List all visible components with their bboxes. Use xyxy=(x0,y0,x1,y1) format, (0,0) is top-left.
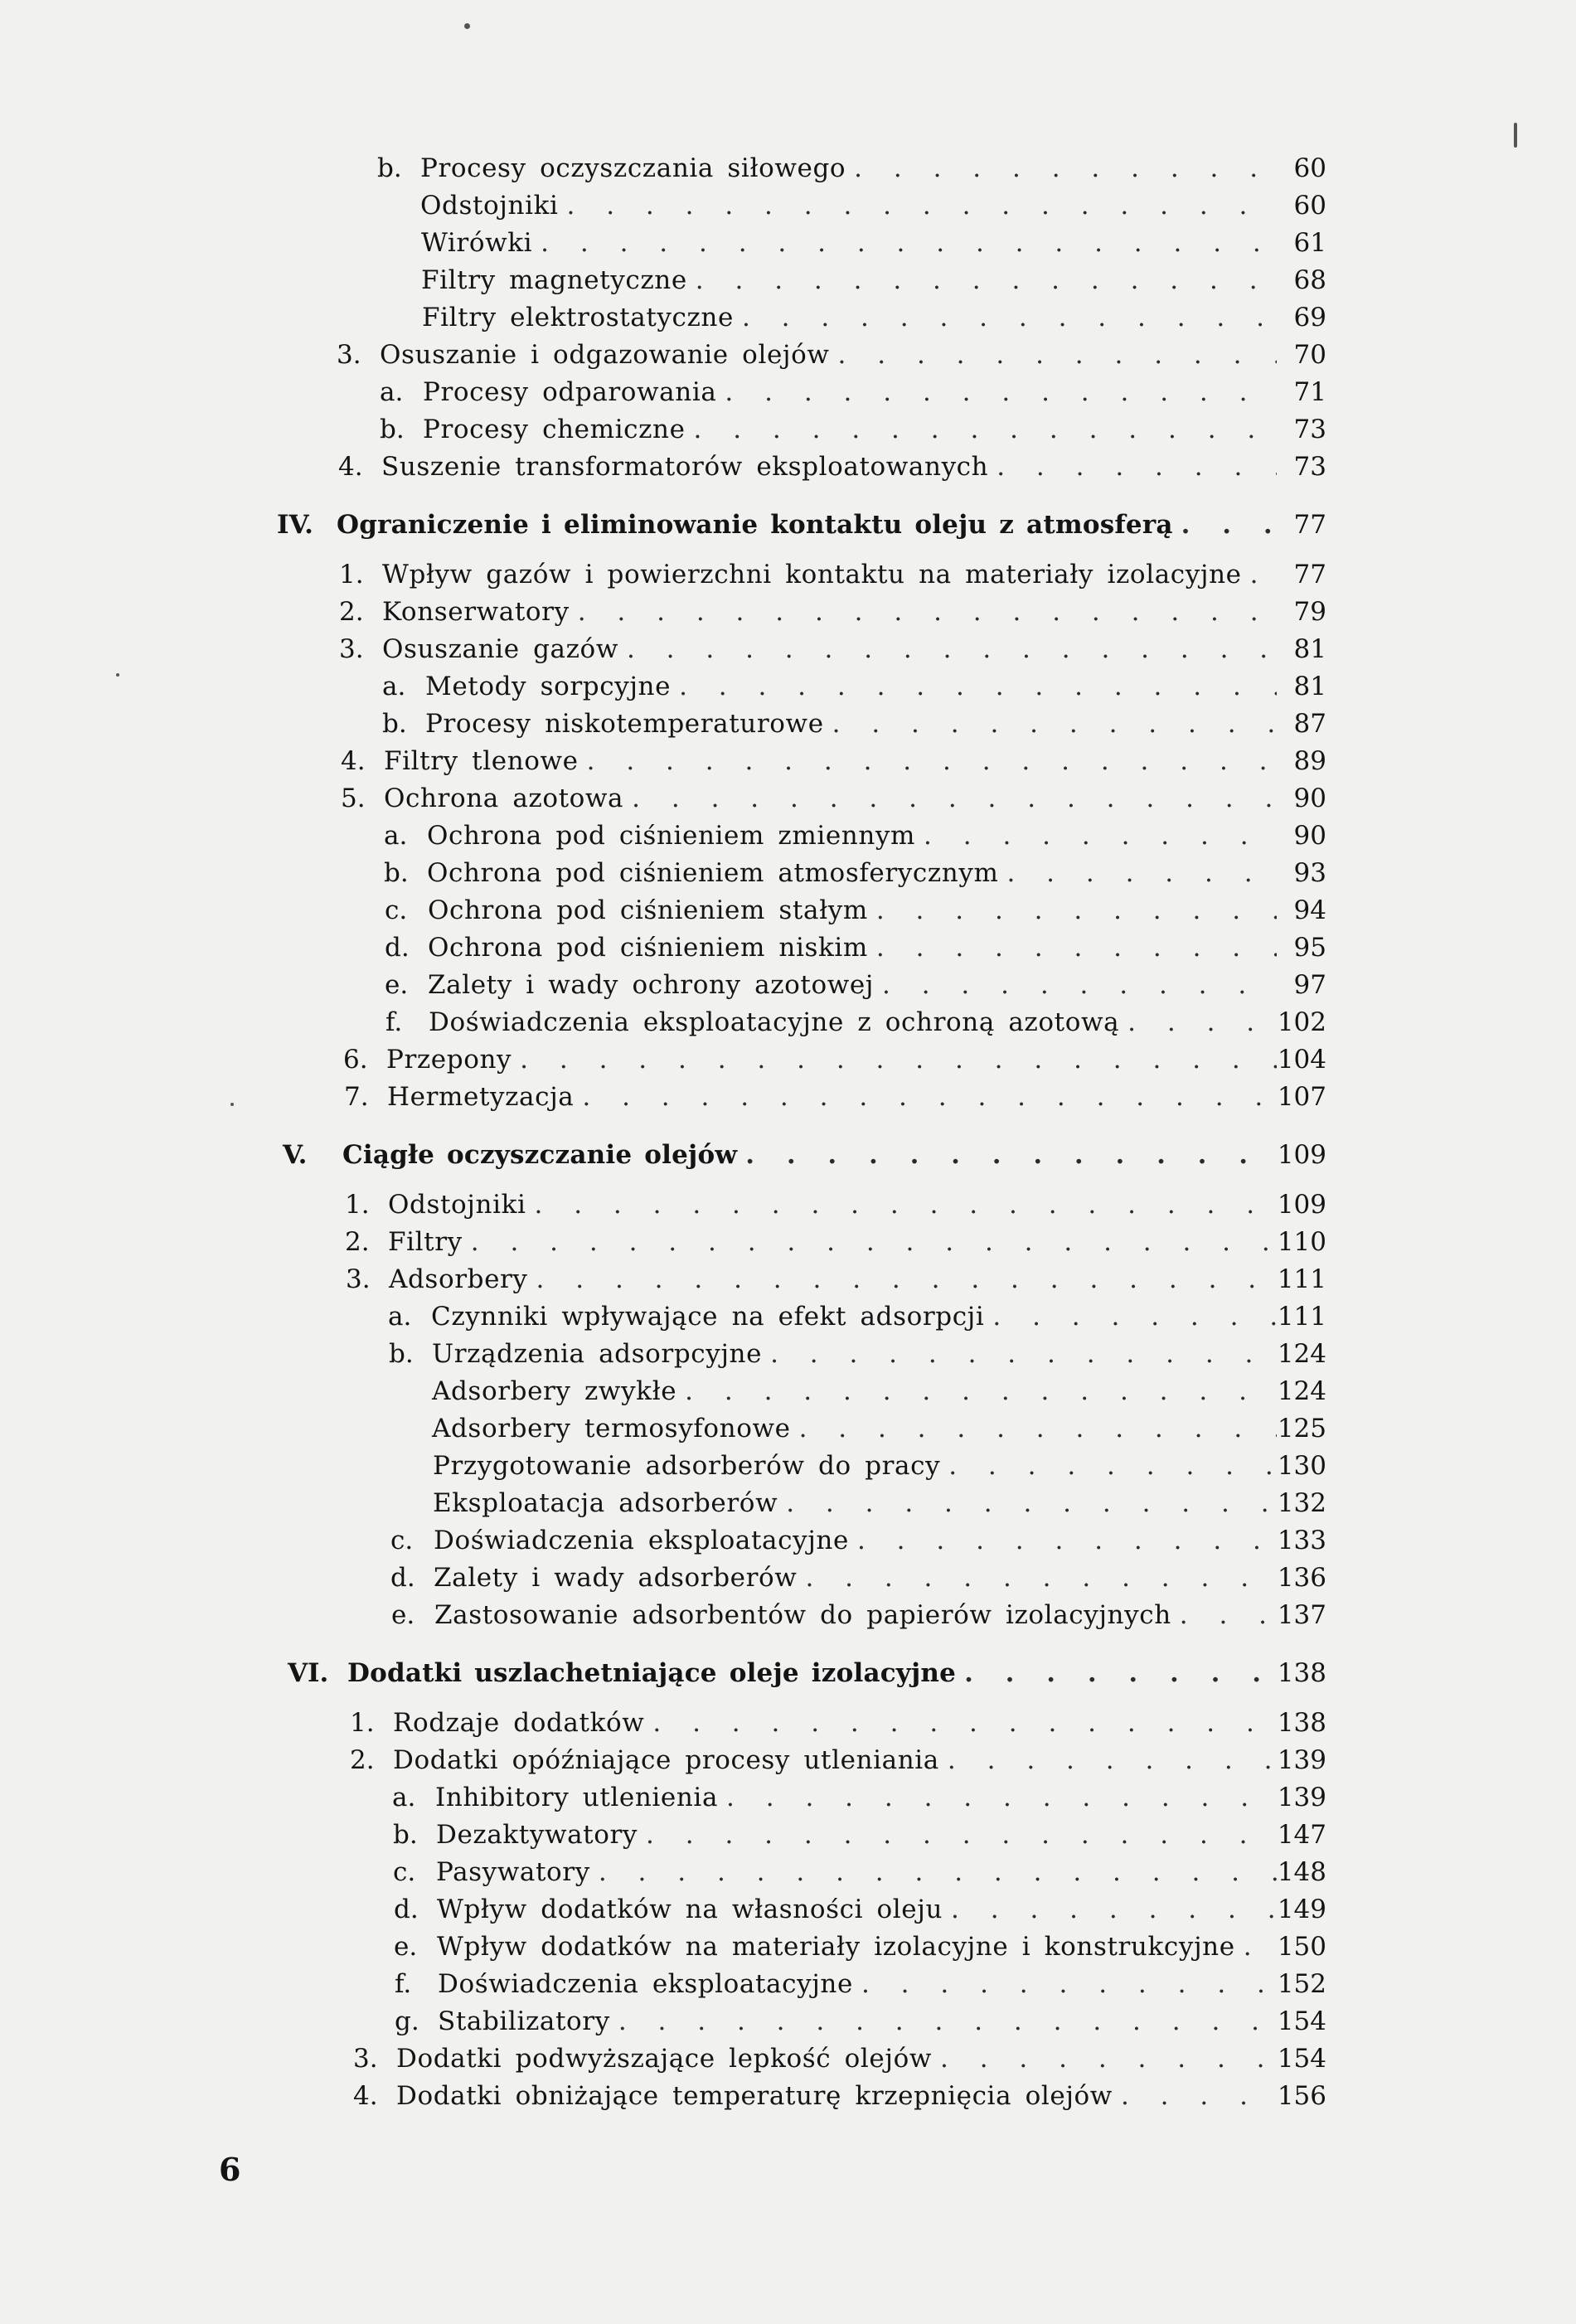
toc-chapter xyxy=(277,508,1326,541)
toc-entry xyxy=(386,1006,1326,1039)
toc-entry-number: b. xyxy=(389,1339,414,1369)
toc-entry-title: Adsorbery zwykłe xyxy=(432,1376,677,1406)
toc-entry xyxy=(343,1043,1326,1076)
toc-entry-page: 132 xyxy=(1277,1488,1326,1518)
toc-entry xyxy=(422,301,1326,334)
toc-entry-title: Przygotowanie adsorberów do pracy xyxy=(433,1451,941,1481)
toc-entry-number: 4. xyxy=(338,452,363,482)
toc-entry-title: Wirówki xyxy=(421,228,533,258)
toc-entry-title: Eksploatacja adsorberów xyxy=(433,1488,778,1518)
toc-entry-title: Odstojniki xyxy=(388,1190,526,1220)
toc-entry-title: Filtry xyxy=(388,1227,463,1257)
toc-entry-title: Dodatki opóźniające procesy utleniania xyxy=(393,1745,939,1775)
toc-entry-title: Suszenie transformatorów eksploatowanych xyxy=(381,452,989,482)
toc-entry-page: 125 xyxy=(1277,1414,1326,1443)
print-speck xyxy=(116,673,119,677)
dot-leader xyxy=(716,376,1277,409)
toc-entry-title: Dezaktywatory xyxy=(436,1820,638,1850)
toc-entry xyxy=(382,670,1326,703)
toc-entry xyxy=(339,595,1326,628)
toc-entry-number: 5. xyxy=(341,784,366,813)
toc-entry-number: 2. xyxy=(339,597,364,627)
toc-entry-title: Adsorbery xyxy=(389,1264,528,1294)
toc-entry-page: 124 xyxy=(1277,1376,1326,1406)
toc-entry xyxy=(390,1561,1326,1594)
toc-entry xyxy=(384,819,1326,852)
toc-entry-page: 104 xyxy=(1277,1045,1326,1075)
toc-entry xyxy=(380,376,1326,409)
toc-entry xyxy=(384,856,1326,890)
toc-entry-title: Stabilizatory xyxy=(438,2006,610,2036)
toc-entry-page: 138 xyxy=(1277,1708,1326,1738)
dot-leader xyxy=(734,301,1277,334)
toc-entry xyxy=(377,152,1326,185)
toc-entry-page: 154 xyxy=(1277,2044,1326,2074)
toc-entry-title: Zastosowanie adsorbentów do papierów izolacyjnych xyxy=(434,1600,1171,1630)
dot-leader xyxy=(988,450,1277,483)
dot-leader xyxy=(824,707,1277,740)
toc-entry-number: 4. xyxy=(353,2081,378,2111)
toc-entry-page: 111 xyxy=(1277,1264,1326,1294)
dot-leader xyxy=(943,1893,1277,1926)
toc-entry-title: Procesy niskotemperaturowe xyxy=(425,709,824,739)
toc-entry-title: Filtry magnetyczne xyxy=(421,265,687,295)
toc-entry-number: 3. xyxy=(346,1264,371,1294)
toc-entry-page: 71 xyxy=(1293,377,1326,407)
toc-entry-number: e. xyxy=(394,1932,418,1962)
toc-entry-page: 139 xyxy=(1277,1783,1326,1812)
toc-entry xyxy=(341,782,1326,815)
toc-entry-title: Procesy oczyszczania siłowego xyxy=(420,153,846,183)
toc-entry-title: Zalety i wady adsorberów xyxy=(434,1563,798,1593)
toc-entry-page: 102 xyxy=(1277,1007,1326,1037)
toc-entry-title: Doświadczenia eksploatacyjne xyxy=(438,1969,853,1999)
toc-entry xyxy=(338,450,1326,483)
toc-entry-number: 1. xyxy=(345,1190,370,1220)
dot-leader xyxy=(570,595,1277,628)
toc-entry-page: 136 xyxy=(1277,1563,1326,1593)
toc-entry xyxy=(392,1781,1326,1814)
dot-leader xyxy=(1113,2079,1277,2113)
dot-leader xyxy=(830,338,1277,371)
toc-entry-page: 77 xyxy=(1293,560,1326,589)
toc-entry xyxy=(339,633,1326,666)
toc-entry-title: Ochrona azotowa xyxy=(384,784,624,813)
toc-entry xyxy=(337,338,1326,371)
toc-entry-number: 2. xyxy=(350,1745,375,1775)
toc-entry-number: d. xyxy=(390,1563,415,1593)
print-speck xyxy=(464,23,470,29)
toc-entry-page: 149 xyxy=(1277,1895,1326,1924)
toc-entry-page: 79 xyxy=(1293,597,1326,627)
print-speck xyxy=(1514,123,1517,148)
toc-entry-page: 152 xyxy=(1277,1969,1326,1999)
toc-entry xyxy=(393,1856,1326,1889)
toc-entry-number: c. xyxy=(385,895,408,925)
dot-leader xyxy=(590,1856,1277,1889)
toc-entry-title: Przepony xyxy=(386,1045,512,1075)
toc-entry-page: 148 xyxy=(1277,1857,1326,1887)
dot-leader xyxy=(638,1818,1277,1851)
toc-entry xyxy=(353,2079,1326,2113)
dot-leader xyxy=(778,1487,1277,1520)
toc-entry-number: a. xyxy=(380,377,404,407)
toc-entry-number: f. xyxy=(395,1969,412,1999)
toc-entry-number: b. xyxy=(393,1820,418,1850)
toc-entry-page: 73 xyxy=(1293,415,1326,444)
toc-entry-page: 93 xyxy=(1293,858,1326,888)
toc-entry-title: Inhibitory utlenienia xyxy=(435,1783,719,1812)
dot-leader xyxy=(618,633,1277,666)
toc-entry xyxy=(350,1706,1326,1739)
toc-entry xyxy=(389,1337,1326,1371)
toc-entry-number: e. xyxy=(391,1600,415,1630)
toc-entry-page: 95 xyxy=(1293,933,1326,963)
dot-leader xyxy=(686,413,1277,446)
toc-entry xyxy=(432,1375,1326,1408)
toc-entry xyxy=(344,1080,1326,1113)
toc-entry-title: Procesy odparowania xyxy=(423,377,717,407)
toc-entry-number: a. xyxy=(382,672,406,701)
dot-leader xyxy=(762,1337,1277,1371)
toc-entry-title: Ochrona pod ciśnieniem atmosferycznym xyxy=(427,858,999,888)
toc-entry-page: 150 xyxy=(1277,1932,1326,1962)
toc-entry-page: 68 xyxy=(1293,265,1326,295)
toc-entry xyxy=(433,1449,1326,1482)
dot-leader xyxy=(579,745,1277,778)
dot-leader xyxy=(532,226,1277,260)
toc-entry xyxy=(380,413,1326,446)
toc-entry-page: 156 xyxy=(1277,2081,1326,2111)
toc-entry-page: 109 xyxy=(1277,1140,1326,1170)
toc-entry xyxy=(385,968,1326,1002)
toc-entry-title: Odstojniki xyxy=(420,191,559,221)
toc-entry-title: Dodatki obniżające temperaturę krzepnięcia olejów xyxy=(396,2081,1113,2111)
toc-entry-title: Wpływ gazów i powierzchni kontaktu na materiały izolacyjne xyxy=(382,560,1242,589)
toc-entry-title: Dodatki uszlachetniające oleje izolacyjne xyxy=(347,1658,957,1688)
dot-leader xyxy=(671,670,1277,703)
toc-entry xyxy=(393,1818,1326,1851)
toc-entry xyxy=(420,189,1326,222)
toc-entry-title: Filtry elektrostatyczne xyxy=(422,303,734,332)
dot-leader xyxy=(939,1744,1277,1777)
dot-leader xyxy=(737,1138,1277,1172)
toc-entry-title: Dodatki podwyższające lepkość olejów xyxy=(396,2044,932,2074)
toc-entry xyxy=(395,2005,1326,2038)
toc-entry-number: 3. xyxy=(339,634,364,664)
dot-leader xyxy=(526,1188,1277,1221)
toc-entry xyxy=(391,1599,1326,1632)
dot-leader xyxy=(644,1706,1277,1739)
toc-entry-page: 154 xyxy=(1277,2006,1326,2036)
toc-entry-page: 60 xyxy=(1293,191,1326,221)
toc-entry-number: 6. xyxy=(343,1045,368,1075)
dot-leader xyxy=(463,1225,1277,1259)
toc-entry-page: 110 xyxy=(1277,1227,1326,1257)
toc-entry-page: 87 xyxy=(1293,709,1326,739)
toc-entry-page: 137 xyxy=(1277,1600,1326,1630)
toc-entry-number: b. xyxy=(382,709,407,739)
toc-entry xyxy=(395,1967,1326,2001)
dot-leader xyxy=(574,1080,1277,1113)
toc-entry-title: Czynniki wpływające na efekt adsorpcji xyxy=(431,1302,985,1332)
toc-entry xyxy=(339,558,1326,591)
toc-entry xyxy=(341,745,1326,778)
toc-entry-page: 109 xyxy=(1277,1190,1326,1220)
toc-entry-title: Metody sorpcyjne xyxy=(425,672,672,701)
toc-entry-page: 61 xyxy=(1293,228,1326,258)
toc-entry-number: b. xyxy=(377,153,402,183)
dot-leader xyxy=(1235,1930,1277,1963)
toc-entry-title: Ochrona pod ciśnieniem stałym xyxy=(428,895,868,925)
toc-entry-page: 107 xyxy=(1277,1082,1326,1112)
toc-entry-number: 4. xyxy=(341,746,366,776)
dot-leader xyxy=(528,1263,1277,1296)
toc-entry xyxy=(345,1225,1326,1259)
dot-leader xyxy=(956,1657,1277,1690)
toc-entry xyxy=(385,894,1326,927)
toc-entry-number: 3. xyxy=(353,2044,378,2074)
toc-entry-number: VI. xyxy=(288,1658,329,1688)
dot-leader xyxy=(610,2005,1277,2038)
toc-entry-title: Osuszanie i odgazowanie olejów xyxy=(380,340,830,370)
toc-entry xyxy=(433,1487,1326,1520)
toc-entry-page: 90 xyxy=(1293,821,1326,851)
toc-entry-number: f. xyxy=(386,1007,403,1037)
toc-entry-number: 7. xyxy=(344,1082,369,1112)
toc-entry-title: Konserwatory xyxy=(382,597,570,627)
toc-entry-page: 130 xyxy=(1277,1451,1326,1481)
dot-leader xyxy=(623,782,1277,815)
toc-entry-number: 1. xyxy=(350,1708,375,1738)
toc-entry-title: Doświadczenia eksploatacyjne xyxy=(434,1526,849,1555)
dot-leader xyxy=(932,2042,1277,2075)
toc-entry xyxy=(432,1412,1326,1445)
print-speck xyxy=(230,1103,234,1106)
dot-leader xyxy=(797,1561,1277,1594)
dot-leader xyxy=(512,1043,1277,1076)
toc-entry-page: 139 xyxy=(1277,1745,1326,1775)
toc-chapter xyxy=(283,1138,1326,1172)
toc-entry xyxy=(350,1744,1326,1777)
dot-leader xyxy=(1242,558,1277,591)
toc-entry-title: Procesy chemiczne xyxy=(423,415,686,444)
toc-entry-number: d. xyxy=(385,933,410,963)
toc-entry-title: Filtry tlenowe xyxy=(384,746,579,776)
toc-entry-page: 89 xyxy=(1293,746,1326,776)
toc-entry xyxy=(421,264,1326,297)
toc-entry xyxy=(346,1263,1326,1296)
toc-entry-page: 138 xyxy=(1277,1658,1326,1688)
toc-entry-number: a. xyxy=(392,1783,416,1812)
toc-entry-title: Wpływ dodatków na materiały izolacyjne i konstrukcyjne xyxy=(437,1932,1235,1962)
toc-entry-page: 73 xyxy=(1293,452,1326,482)
toc-entry xyxy=(421,226,1326,260)
toc-entry-number: V. xyxy=(283,1140,308,1170)
toc-entry-title: Ograniczenie i eliminowanie kontaktu oleju z atmosferą xyxy=(337,510,1173,540)
toc-entry-number: a. xyxy=(388,1302,412,1332)
dot-leader xyxy=(849,1524,1277,1557)
toc-entry-page: 111 xyxy=(1277,1302,1326,1332)
toc-entry-title: Ochrona pod ciśnieniem niskim xyxy=(428,933,868,963)
dot-leader xyxy=(1173,508,1277,541)
dot-leader xyxy=(868,894,1277,927)
toc-entry-title: Adsorbery termosyfonowe xyxy=(432,1414,791,1443)
dot-leader xyxy=(718,1781,1277,1814)
toc-entry-title: Pasywatory xyxy=(436,1857,590,1887)
toc-entry-number: a. xyxy=(384,821,408,851)
toc-entry xyxy=(390,1524,1326,1557)
toc-entry xyxy=(394,1893,1326,1926)
toc-entry xyxy=(394,1930,1326,1963)
toc-entry-title: Ciągłe oczyszczanie olejów xyxy=(342,1140,738,1170)
toc-entry xyxy=(388,1300,1326,1333)
toc-chapter xyxy=(288,1657,1326,1690)
toc-entry-number: 1. xyxy=(339,560,364,589)
dot-leader xyxy=(915,819,1277,852)
dot-leader xyxy=(791,1412,1277,1445)
toc-entry-page: 81 xyxy=(1293,634,1326,664)
dot-leader xyxy=(984,1300,1277,1333)
toc-entry-number: b. xyxy=(380,415,405,444)
toc-entry-title: Osuszanie gazów xyxy=(382,634,618,664)
dot-leader xyxy=(1119,1006,1277,1039)
toc-entry xyxy=(385,931,1326,964)
toc-entry xyxy=(345,1188,1326,1221)
toc-entry-page: 77 xyxy=(1293,510,1326,540)
toc-entry-number: 3. xyxy=(337,340,361,370)
dot-leader xyxy=(687,264,1277,297)
toc-entry-title: Rodzaje dodatków xyxy=(393,1708,645,1738)
toc-entry-number: b. xyxy=(384,858,409,888)
dot-leader xyxy=(1171,1599,1277,1632)
dot-leader xyxy=(846,152,1277,185)
toc-entry-title: Wpływ dodatków na własności oleju xyxy=(437,1895,943,1924)
toc-entry-number: c. xyxy=(390,1526,414,1555)
toc-entry-page: 133 xyxy=(1277,1526,1326,1555)
toc-entry-page: 94 xyxy=(1293,895,1326,925)
toc-entry-page: 81 xyxy=(1293,672,1326,701)
toc-entry-number: d. xyxy=(394,1895,419,1924)
toc-entry-number: e. xyxy=(385,970,409,1000)
dot-leader xyxy=(676,1375,1277,1408)
toc-entry-number: IV. xyxy=(277,510,313,540)
dot-leader xyxy=(874,968,1277,1002)
dot-leader xyxy=(853,1967,1277,2001)
dot-leader xyxy=(940,1449,1277,1482)
toc-entry-title: Hermetyzacja xyxy=(387,1082,575,1112)
toc-entry-title: Zalety i wady ochrony azotowej xyxy=(428,970,874,1000)
toc-entry-page: 124 xyxy=(1277,1339,1326,1369)
toc-entry-title: Urządzenia adsorpcyjne xyxy=(432,1339,763,1369)
toc-entry-title: Ochrona pod ciśnieniem zmiennym xyxy=(427,821,916,851)
toc-entry xyxy=(382,707,1326,740)
dot-leader xyxy=(558,189,1277,222)
dot-leader xyxy=(998,856,1277,890)
toc-entry-page: 69 xyxy=(1293,303,1326,332)
toc-entry-page: 147 xyxy=(1277,1820,1326,1850)
toc-entry-page: 90 xyxy=(1293,784,1326,813)
toc-entry-number: 2. xyxy=(345,1227,370,1257)
toc-entry-number: c. xyxy=(393,1857,416,1887)
toc-entry-page: 97 xyxy=(1293,970,1326,1000)
page-number: 6 xyxy=(219,2151,241,2188)
toc-entry-page: 70 xyxy=(1293,340,1326,370)
dot-leader xyxy=(868,931,1277,964)
toc-entry-number: g. xyxy=(395,2006,419,2036)
toc-entry-title: Doświadczenia eksploatacyjne z ochroną azotową xyxy=(429,1007,1120,1037)
toc-entry-page: 60 xyxy=(1293,153,1326,183)
toc-entry xyxy=(353,2042,1326,2075)
